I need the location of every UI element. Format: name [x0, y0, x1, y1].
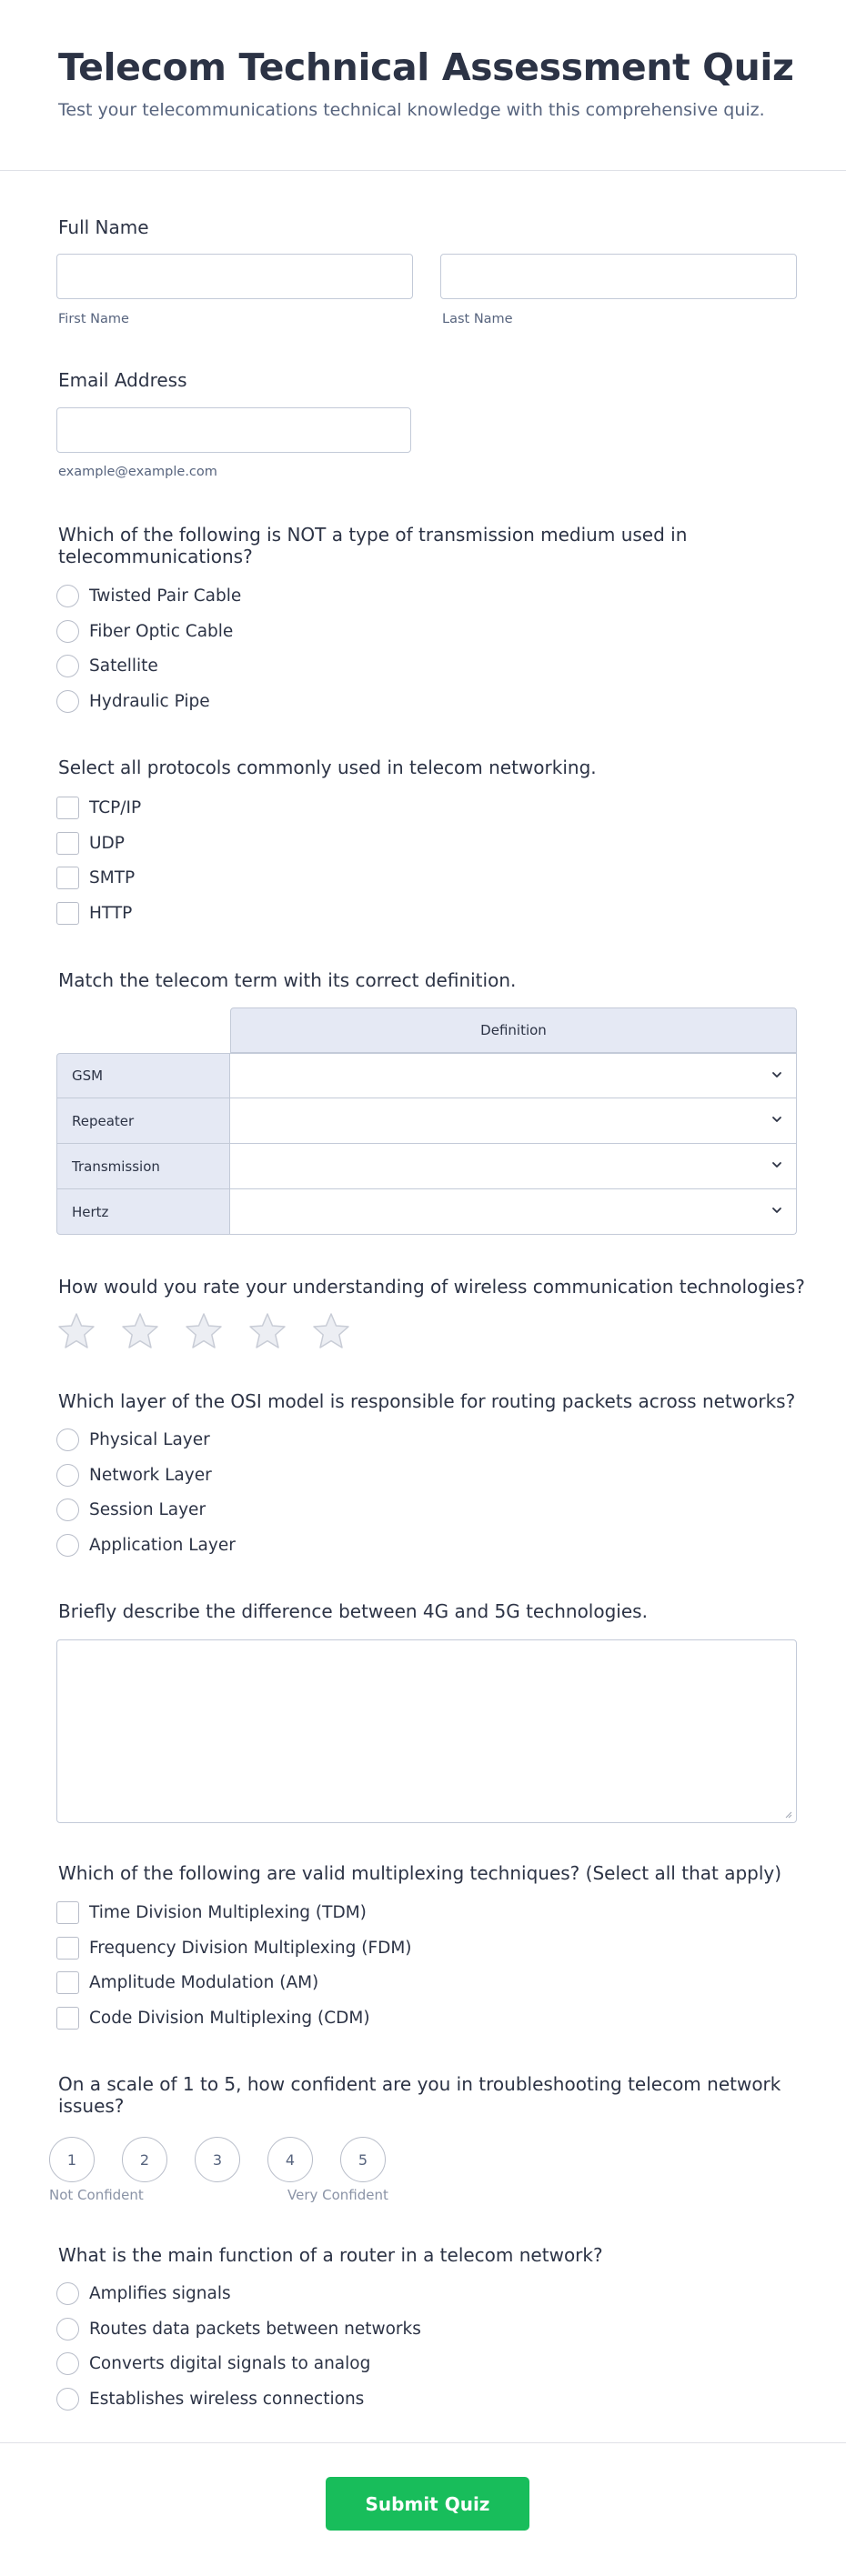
q9-label: What is the main function of a router in a telecom network? [58, 2244, 603, 2266]
email-label: Email Address [58, 369, 187, 391]
star-icon[interactable] [56, 1311, 96, 1351]
matrix-row [56, 1053, 797, 1098]
q9-option[interactable] [56, 2280, 231, 2307]
form-header [0, 0, 846, 171]
chevron-down-icon [770, 1204, 783, 1217]
last-name-sublabel: Last Name [442, 312, 513, 326]
radio-button[interactable] [56, 2388, 79, 2411]
q7-option[interactable] [56, 1969, 318, 1996]
q2-option[interactable] [56, 864, 135, 891]
scale-option[interactable]: 3 [195, 2137, 240, 2182]
scale-option[interactable]: 5 [340, 2137, 386, 2182]
q1-option[interactable] [56, 617, 233, 645]
confidence-scale [49, 2137, 413, 2182]
q1-label: Which of the following is NOT a type of transmission medium used in telecommunications? [58, 524, 688, 567]
checkbox[interactable] [56, 832, 79, 855]
q5-option-label: Application Layer [89, 1535, 236, 1555]
q2-option[interactable] [56, 829, 125, 857]
radio-button[interactable] [56, 1534, 79, 1557]
matrix-row-label: Hertz [56, 1189, 230, 1235]
chevron-down-icon [770, 1113, 783, 1126]
q1-option-label: Twisted Pair Cable [89, 586, 242, 606]
q5-option[interactable] [56, 1461, 212, 1488]
matrix-column-header: Definition [230, 1007, 797, 1053]
checkbox[interactable] [56, 1971, 79, 1994]
definition-select[interactable] [230, 1053, 797, 1098]
email-sublabel: example@example.com [58, 465, 217, 479]
q5-option-label: Physical Layer [89, 1429, 210, 1449]
q5-option[interactable] [56, 1496, 206, 1523]
q3-label: Match the telecom term with its correct definition. [58, 969, 517, 991]
chevron-down-icon [770, 1158, 783, 1171]
q9-option-label: Routes data packets between networks [89, 2319, 421, 2339]
scale-low-label: Not Confident [49, 2187, 144, 2203]
radio-button[interactable] [56, 2318, 79, 2340]
definition-select[interactable] [230, 1189, 797, 1235]
answer-textarea[interactable] [56, 1639, 797, 1823]
q1-option-label: Satellite [89, 656, 158, 676]
q7-option[interactable] [56, 1899, 367, 1926]
q1-option[interactable] [56, 687, 210, 715]
checkbox[interactable] [56, 1937, 79, 1960]
checkbox[interactable] [56, 902, 79, 925]
q5-option-label: Session Layer [89, 1499, 206, 1519]
radio-button[interactable] [56, 655, 79, 677]
page-title: Telecom Technical Assessment Quiz [58, 45, 794, 89]
matrix-row [56, 1144, 797, 1189]
matrix-row [56, 1098, 797, 1144]
radio-button[interactable] [56, 585, 79, 607]
q7-option-label: Time Division Multiplexing (TDM) [89, 1902, 367, 1922]
q4-label: How would you rate your understanding of wireless communication technologies? [58, 1276, 805, 1298]
scale-option[interactable]: 4 [267, 2137, 313, 2182]
q2-label: Select all protocols commonly used in telecom networking. [58, 757, 597, 778]
resize-handle-icon[interactable] [783, 1809, 792, 1819]
q9-option-label: Converts digital signals to analog [89, 2353, 371, 2373]
first-name-sublabel: First Name [58, 312, 129, 326]
q9-option[interactable] [56, 2385, 364, 2412]
star-rating [56, 1311, 375, 1351]
q5-option[interactable] [56, 1531, 236, 1559]
q5-option[interactable] [56, 1426, 210, 1453]
footer-divider [0, 2442, 846, 2443]
radio-button[interactable] [56, 1428, 79, 1451]
email-input[interactable] [56, 407, 411, 453]
checkbox[interactable] [56, 2007, 79, 2030]
radio-button[interactable] [56, 1464, 79, 1487]
q6-label: Briefly describe the difference between 4G and 5G technologies. [58, 1600, 648, 1622]
radio-button[interactable] [56, 2282, 79, 2305]
q5-label: Which layer of the OSI model is responsible for routing packets across networks? [58, 1390, 796, 1412]
definition-select[interactable] [230, 1144, 797, 1189]
radio-button[interactable] [56, 690, 79, 713]
q7-option[interactable] [56, 1934, 412, 1961]
radio-button[interactable] [56, 2352, 79, 2375]
star-icon[interactable] [120, 1311, 160, 1351]
definition-select[interactable] [230, 1098, 797, 1144]
chevron-down-icon [770, 1068, 783, 1081]
radio-button[interactable] [56, 1498, 79, 1521]
q2-option-label: TCP/IP [89, 797, 142, 817]
star-icon[interactable] [247, 1311, 287, 1351]
q7-option-label: Amplitude Modulation (AM) [89, 1972, 319, 1992]
last-name-input[interactable] [440, 254, 797, 299]
q9-option[interactable] [56, 2315, 421, 2342]
star-icon[interactable] [184, 1311, 224, 1351]
star-icon[interactable] [311, 1311, 351, 1351]
q9-option-label: Amplifies signals [89, 2283, 231, 2303]
submit-button[interactable]: Submit Quiz [326, 2477, 529, 2531]
scale-option[interactable]: 1 [49, 2137, 95, 2182]
page-subtitle: Test your telecommunications technical knowledge with this comprehensive quiz. [58, 100, 765, 120]
q1-option[interactable] [56, 582, 241, 609]
q7-option-label: Code Division Multiplexing (CDM) [89, 2008, 370, 2028]
matrix-row [56, 1189, 797, 1235]
q8-label: On a scale of 1 to 5, how confident are you in troubleshooting telecom network issues? [58, 2073, 781, 2117]
scale-option[interactable]: 2 [122, 2137, 167, 2182]
q7-label: Which of the following are valid multiplexing techniques? (Select all that apply) [58, 1862, 782, 1884]
q1-option-label: Fiber Optic Cable [89, 621, 234, 641]
q2-option[interactable] [56, 794, 141, 821]
radio-button[interactable] [56, 620, 79, 643]
q7-option-label: Frequency Division Multiplexing (FDM) [89, 1938, 412, 1958]
matrix-row-label: Transmission [56, 1144, 230, 1189]
q9-option-label: Establishes wireless connections [89, 2389, 365, 2409]
q5-option-label: Network Layer [89, 1465, 212, 1485]
first-name-input[interactable] [56, 254, 413, 299]
q2-option-label: HTTP [89, 903, 133, 923]
checkbox[interactable] [56, 867, 79, 889]
q1-option-label: Hydraulic Pipe [89, 691, 210, 711]
checkbox[interactable] [56, 1901, 79, 1924]
q1-option[interactable] [56, 652, 158, 679]
matrix-row-label: Repeater [56, 1098, 230, 1144]
q9-option[interactable] [56, 2350, 370, 2377]
checkbox[interactable] [56, 797, 79, 819]
scale-high-label: Very Confident [287, 2187, 388, 2203]
q2-option[interactable] [56, 899, 132, 927]
q2-option-label: SMTP [89, 867, 136, 887]
full-name-label: Full Name [58, 216, 149, 238]
q7-option[interactable] [56, 2004, 370, 2031]
matrix-row-label: GSM [56, 1053, 230, 1098]
q2-option-label: UDP [89, 833, 125, 853]
